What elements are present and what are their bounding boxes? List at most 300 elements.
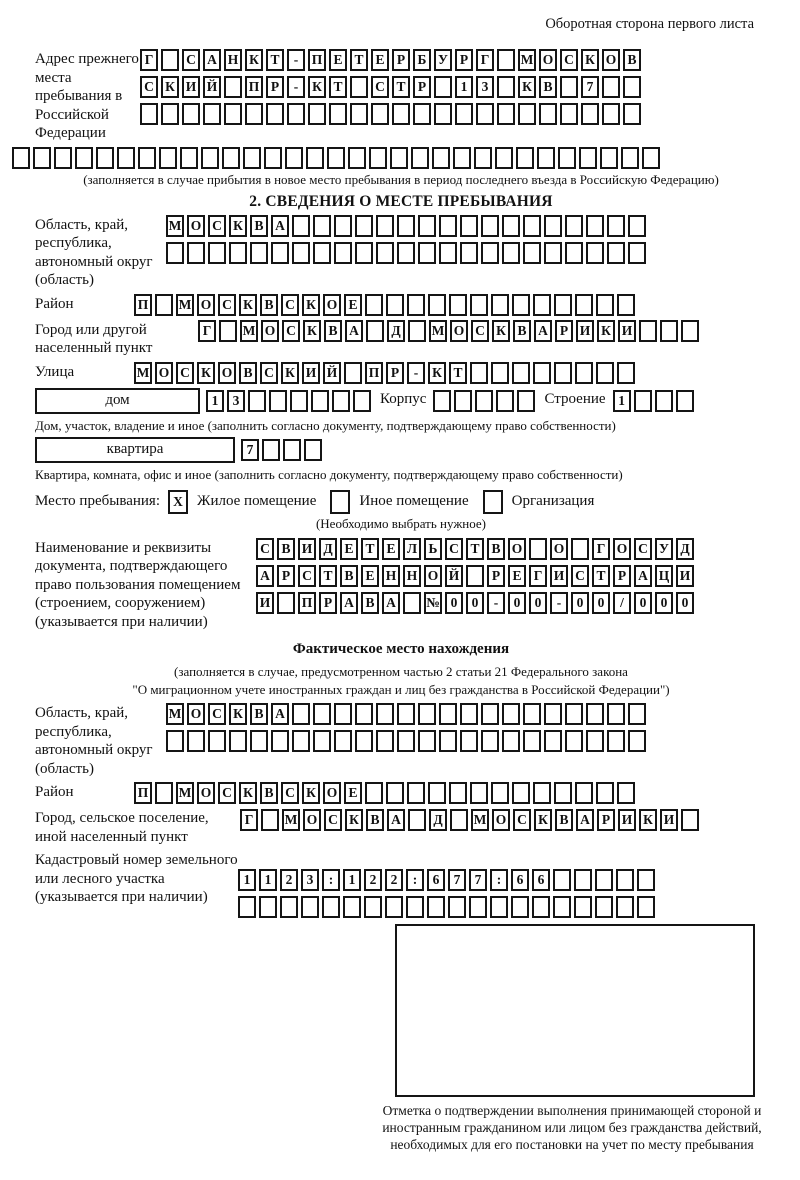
char-box[interactable]: О [187,703,205,725]
char-box[interactable] [571,538,589,560]
char-box[interactable]: К [518,76,536,98]
char-box[interactable] [280,896,298,918]
char-box[interactable]: О [602,49,620,71]
char-box[interactable]: 1 [343,869,361,891]
char-box[interactable]: С [298,565,316,587]
char-box[interactable]: Б [413,49,431,71]
char-box[interactable] [495,147,513,169]
char-box[interactable]: М [176,294,194,316]
char-box[interactable] [180,147,198,169]
char-box[interactable] [539,103,557,125]
char-box[interactable] [140,103,158,125]
char-box[interactable] [470,362,488,384]
char-box[interactable] [327,147,345,169]
char-box[interactable] [155,782,173,804]
char-box[interactable] [628,703,646,725]
char-box[interactable]: Е [361,565,379,587]
char-box[interactable] [292,215,310,237]
char-box[interactable]: А [534,320,552,342]
char-box[interactable]: О [187,215,205,237]
char-box[interactable]: М [166,215,184,237]
char-box[interactable]: М [429,320,447,342]
char-box[interactable] [512,362,530,384]
char-box[interactable] [397,215,415,237]
char-box[interactable] [637,896,655,918]
char-box[interactable]: О [323,782,341,804]
char-box[interactable] [418,730,436,752]
char-box[interactable] [187,242,205,264]
char-box[interactable]: И [550,565,568,587]
char-box[interactable] [371,103,389,125]
char-box[interactable]: Д [319,538,337,560]
char-box[interactable]: - [287,76,305,98]
char-box[interactable]: О [218,362,236,384]
char-box[interactable] [460,703,478,725]
char-box[interactable]: У [655,538,673,560]
char-box[interactable] [229,242,247,264]
char-box[interactable]: С [634,538,652,560]
char-box[interactable] [460,215,478,237]
char-box[interactable]: Й [445,565,463,587]
char-box[interactable]: М [134,362,152,384]
char-box[interactable]: 6 [427,869,445,891]
char-box[interactable]: 1 [259,869,277,891]
char-box[interactable]: Н [403,565,421,587]
char-box[interactable] [334,730,352,752]
char-box[interactable]: : [406,869,424,891]
char-box[interactable]: О [492,809,510,831]
char-box[interactable]: Н [224,49,242,71]
char-box[interactable] [397,703,415,725]
char-box[interactable] [306,147,324,169]
char-box[interactable]: С [218,294,236,316]
char-box[interactable] [553,869,571,891]
char-box[interactable] [229,730,247,752]
char-box[interactable]: А [203,49,221,71]
char-box[interactable] [579,147,597,169]
char-box[interactable]: Е [329,49,347,71]
char-box[interactable]: М [282,809,300,831]
char-box[interactable]: Т [392,76,410,98]
char-box[interactable] [602,76,620,98]
char-box[interactable]: В [340,565,358,587]
char-box[interactable]: В [239,362,257,384]
char-box[interactable] [616,869,634,891]
char-box[interactable]: Р [266,76,284,98]
char-box[interactable] [628,215,646,237]
char-box[interactable]: 7 [581,76,599,98]
char-box[interactable]: 0 [676,592,694,614]
char-box[interactable] [655,390,673,412]
char-box[interactable]: К [161,76,179,98]
char-box[interactable]: К [302,782,320,804]
char-box[interactable] [413,103,431,125]
char-box[interactable] [269,390,287,412]
char-box[interactable] [502,730,520,752]
char-box[interactable]: К [345,809,363,831]
char-box[interactable]: Г [529,565,547,587]
char-box[interactable] [553,896,571,918]
char-box[interactable]: 0 [592,592,610,614]
char-box[interactable]: Е [344,294,362,316]
char-box[interactable] [259,896,277,918]
char-box[interactable]: / [613,592,631,614]
char-box[interactable] [455,103,473,125]
char-box[interactable] [313,703,331,725]
char-box[interactable]: Т [266,49,284,71]
char-box[interactable] [439,730,457,752]
char-box[interactable] [469,896,487,918]
char-box[interactable]: С [208,703,226,725]
char-box[interactable] [617,362,635,384]
char-box[interactable] [607,730,625,752]
char-box[interactable]: В [277,538,295,560]
char-box[interactable]: А [271,703,289,725]
char-box[interactable] [560,103,578,125]
char-box[interactable]: А [634,565,652,587]
char-box[interactable]: Т [319,565,337,587]
char-box[interactable] [491,782,509,804]
char-box[interactable]: С [560,49,578,71]
char-box[interactable] [581,103,599,125]
char-box[interactable] [502,703,520,725]
char-box[interactable]: 6 [511,869,529,891]
char-box[interactable] [366,320,384,342]
char-box[interactable] [628,730,646,752]
char-box[interactable] [308,103,326,125]
char-box[interactable] [262,439,280,461]
char-box[interactable] [497,49,515,71]
char-box[interactable] [208,730,226,752]
char-box[interactable] [586,703,604,725]
char-box[interactable] [264,147,282,169]
char-box[interactable] [96,147,114,169]
char-box[interactable] [596,294,614,316]
char-box[interactable] [427,896,445,918]
char-box[interactable] [453,147,471,169]
char-box[interactable]: Р [487,565,505,587]
char-box[interactable] [483,490,503,514]
char-box[interactable]: Ц [655,565,673,587]
char-box[interactable]: К [303,320,321,342]
char-box[interactable]: В [623,49,641,71]
char-box[interactable]: О [261,320,279,342]
char-box[interactable] [397,242,415,264]
char-box[interactable] [544,703,562,725]
char-box[interactable] [490,896,508,918]
char-box[interactable]: К [229,703,247,725]
char-box[interactable] [502,242,520,264]
char-box[interactable]: 3 [476,76,494,98]
char-box[interactable] [617,782,635,804]
char-box[interactable] [418,242,436,264]
char-box[interactable] [408,809,426,831]
char-box[interactable]: С [182,49,200,71]
char-box[interactable] [681,320,699,342]
char-box[interactable] [376,215,394,237]
char-box[interactable]: К [639,809,657,831]
char-box[interactable]: 0 [466,592,484,614]
char-box[interactable] [301,896,319,918]
char-box[interactable]: Р [392,49,410,71]
char-box[interactable]: О [508,538,526,560]
char-box[interactable]: М [471,809,489,831]
char-box[interactable]: 3 [227,390,245,412]
char-box[interactable] [676,390,694,412]
char-box[interactable]: К [229,215,247,237]
char-box[interactable]: В [539,76,557,98]
char-box[interactable]: Р [555,320,573,342]
char-box[interactable]: - [407,362,425,384]
char-box[interactable]: С [471,320,489,342]
char-box[interactable] [365,294,383,316]
char-box[interactable] [532,896,550,918]
char-box[interactable] [596,362,614,384]
char-box[interactable] [224,76,242,98]
char-box[interactable] [575,294,593,316]
char-box[interactable] [595,896,613,918]
char-box[interactable]: С [208,215,226,237]
char-box[interactable]: Р [413,76,431,98]
char-box[interactable] [450,809,468,831]
char-box[interactable] [250,730,268,752]
char-box[interactable]: Р [597,809,615,831]
char-box[interactable] [304,439,322,461]
char-box[interactable] [639,320,657,342]
char-box[interactable] [439,242,457,264]
char-box[interactable] [397,730,415,752]
char-box[interactable]: И [676,565,694,587]
char-box[interactable] [348,147,366,169]
char-box[interactable] [533,294,551,316]
char-box[interactable] [537,147,555,169]
char-box[interactable]: С [513,809,531,831]
char-box[interactable] [565,215,583,237]
char-box[interactable]: В [250,215,268,237]
char-box[interactable] [628,242,646,264]
char-box[interactable]: И [660,809,678,831]
char-box[interactable]: М [166,703,184,725]
char-box[interactable]: Т [449,362,467,384]
char-box[interactable] [586,215,604,237]
char-box[interactable]: О [155,362,173,384]
char-box[interactable] [406,896,424,918]
char-box[interactable] [407,782,425,804]
char-box[interactable]: В [513,320,531,342]
char-box[interactable] [496,390,514,412]
char-box[interactable]: А [576,809,594,831]
char-box[interactable]: В [555,809,573,831]
char-box[interactable]: О [197,782,215,804]
char-box[interactable]: У [434,49,452,71]
char-box[interactable] [544,215,562,237]
char-box[interactable]: В [260,294,278,316]
char-box[interactable] [334,215,352,237]
char-box[interactable] [250,242,268,264]
char-box[interactable] [292,703,310,725]
char-box[interactable] [470,294,488,316]
char-box[interactable]: Е [508,565,526,587]
char-box[interactable]: Т [350,49,368,71]
char-box[interactable] [481,215,499,237]
char-box[interactable] [428,782,446,804]
char-box[interactable] [201,147,219,169]
char-box[interactable] [634,390,652,412]
char-box[interactable] [350,103,368,125]
char-box[interactable] [277,592,295,614]
char-box[interactable] [448,896,466,918]
char-box[interactable] [439,703,457,725]
char-box[interactable]: С [140,76,158,98]
char-box[interactable]: С [176,362,194,384]
char-box[interactable]: Д [387,320,405,342]
char-box[interactable]: Е [340,538,358,560]
char-box[interactable] [271,730,289,752]
char-box[interactable]: С [256,538,274,560]
char-box[interactable] [575,362,593,384]
char-box[interactable]: Р [319,592,337,614]
char-box[interactable] [408,320,426,342]
char-box[interactable] [433,390,451,412]
char-box[interactable]: П [245,76,263,98]
char-box[interactable] [219,320,237,342]
char-box[interactable] [586,242,604,264]
char-box[interactable]: И [298,538,316,560]
char-box[interactable]: П [298,592,316,614]
char-box[interactable] [460,730,478,752]
char-box[interactable] [497,103,515,125]
char-box[interactable]: П [365,362,383,384]
char-box[interactable]: В [487,538,505,560]
char-box[interactable] [474,147,492,169]
char-box[interactable] [330,490,350,514]
char-box[interactable] [560,76,578,98]
char-box[interactable] [533,362,551,384]
char-box[interactable] [476,103,494,125]
char-box[interactable] [411,147,429,169]
char-box[interactable] [642,147,660,169]
char-box[interactable]: А [340,592,358,614]
char-box[interactable] [261,809,279,831]
char-box[interactable] [602,103,620,125]
char-box[interactable]: И [256,592,274,614]
char-box[interactable] [182,103,200,125]
char-box[interactable] [386,294,404,316]
char-box[interactable] [574,869,592,891]
char-box[interactable]: 7 [241,439,259,461]
char-box[interactable]: Г [476,49,494,71]
char-box[interactable] [428,294,446,316]
char-box[interactable]: К [308,76,326,98]
char-box[interactable]: О [303,809,321,831]
char-box[interactable] [355,730,373,752]
char-box[interactable] [623,103,641,125]
char-box[interactable] [491,362,509,384]
char-box[interactable]: : [490,869,508,891]
char-box[interactable]: Р [455,49,473,71]
char-box[interactable] [313,215,331,237]
char-box[interactable] [616,896,634,918]
char-box[interactable] [607,215,625,237]
char-box[interactable] [245,103,263,125]
char-box[interactable] [512,782,530,804]
char-box[interactable]: Д [429,809,447,831]
char-box[interactable]: К [534,809,552,831]
char-box[interactable]: И [576,320,594,342]
char-box[interactable]: 1 [455,76,473,98]
char-box[interactable]: Ь [424,538,442,560]
char-box[interactable]: Т [592,565,610,587]
char-box[interactable]: С [371,76,389,98]
char-box[interactable] [497,76,515,98]
char-box[interactable] [565,703,583,725]
char-box[interactable] [511,896,529,918]
char-box[interactable] [523,730,541,752]
char-box[interactable] [334,242,352,264]
char-box[interactable] [332,390,350,412]
char-box[interactable] [155,294,173,316]
char-box[interactable]: 6 [532,869,550,891]
char-box[interactable] [434,76,452,98]
char-box[interactable]: Г [592,538,610,560]
char-box[interactable]: Т [329,76,347,98]
char-box[interactable] [369,147,387,169]
char-box[interactable] [322,896,340,918]
char-box[interactable] [481,242,499,264]
char-box[interactable]: 2 [364,869,382,891]
char-box[interactable] [364,896,382,918]
char-box[interactable]: К [302,294,320,316]
char-box[interactable]: К [492,320,510,342]
char-box[interactable]: И [302,362,320,384]
char-box[interactable] [311,390,329,412]
char-box[interactable] [222,147,240,169]
char-box[interactable]: П [134,782,152,804]
char-box[interactable] [203,103,221,125]
char-box[interactable] [355,215,373,237]
char-box[interactable]: 0 [445,592,463,614]
char-box[interactable] [432,147,450,169]
char-box[interactable] [481,703,499,725]
char-box[interactable] [623,76,641,98]
char-box[interactable]: М [176,782,194,804]
char-box[interactable]: - [287,49,305,71]
char-box[interactable] [434,103,452,125]
char-box[interactable]: О [424,565,442,587]
char-box[interactable] [224,103,242,125]
char-box[interactable]: К [239,294,257,316]
char-box[interactable] [248,390,266,412]
char-box[interactable]: С [218,782,236,804]
char-box[interactable]: П [308,49,326,71]
char-box[interactable] [187,730,205,752]
char-box[interactable] [407,294,425,316]
char-box[interactable] [544,730,562,752]
char-box[interactable]: В [361,592,379,614]
char-box[interactable]: X [168,490,188,514]
char-box[interactable]: О [539,49,557,71]
char-box[interactable] [12,147,30,169]
char-box[interactable] [266,103,284,125]
char-box[interactable]: В [366,809,384,831]
char-box[interactable]: К [245,49,263,71]
char-box[interactable]: Р [277,565,295,587]
char-box[interactable]: Т [361,538,379,560]
char-box[interactable] [607,242,625,264]
char-box[interactable] [454,390,472,412]
char-box[interactable]: С [281,782,299,804]
char-box[interactable]: А [382,592,400,614]
